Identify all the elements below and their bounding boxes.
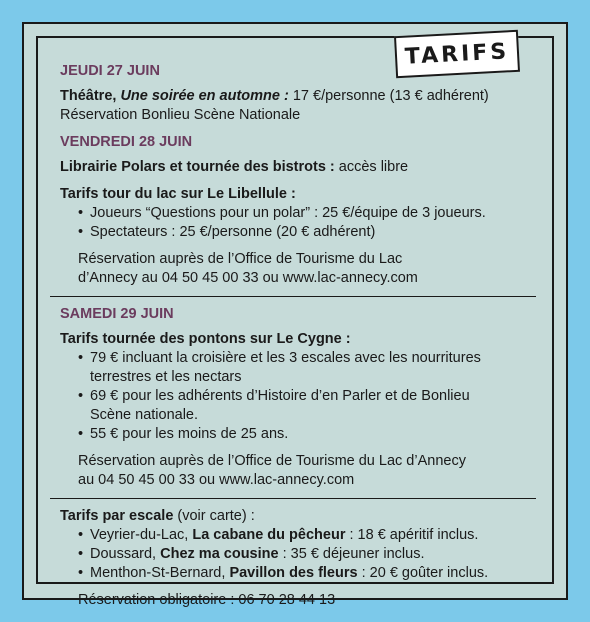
theatre-reservation: Réservation Bonlieu Scène Nationale [60, 107, 301, 123]
theatre-price: 17 €/personne (13 € adhérent) [288, 88, 489, 104]
escale-place: Doussard, [90, 546, 161, 562]
librairie-label: Librairie Polars et tournée des bistrots : [60, 159, 335, 175]
tour-list [60, 204, 540, 242]
divider [50, 296, 536, 297]
librairie-line [60, 158, 540, 177]
day-heading: VENDREDI 28 JUIN [60, 134, 193, 150]
tarifs-badge: TARIFS [394, 30, 520, 78]
escale-list [60, 526, 540, 583]
section-vendredi [60, 133, 540, 288]
day-heading: JEUDI 27 JUIN [60, 63, 160, 79]
list-item-line: 79 € incluant la croisière et les 3 escales avec les nourritures [90, 350, 481, 366]
day-heading: SAMEDI 29 JUIN [60, 306, 174, 322]
section-escale [60, 507, 540, 610]
escale-place: Menthon-St-Bernard, [90, 565, 230, 581]
section-samedi [60, 305, 540, 490]
reservation-line: Réservation auprès de l’Office de Tourisme du Lac [78, 251, 403, 267]
reservation-line: au 04 50 45 00 33 ou www.lac-annecy.com [78, 472, 355, 488]
list-item-line: 55 € pour les moins de 25 ans. [90, 426, 289, 442]
section-jeudi [60, 62, 540, 125]
list-item-line: 69 € pour les adhérents d’Histoire d’en Parler et de Bonlieu [90, 388, 470, 404]
divider [50, 498, 536, 499]
pontons-list [60, 349, 540, 444]
list-item [60, 545, 540, 564]
reservation-line: Réservation auprès de l’Office de Tourisme du Lac d’Annecy [78, 453, 466, 469]
escale-label-line [60, 507, 540, 526]
escale-price: : 18 € apéritif inclus. [345, 527, 479, 543]
list-item [60, 564, 540, 583]
list-item-line: terrestres et les nectars [90, 369, 242, 385]
list-item [60, 526, 540, 545]
list-item: • Joueurs “Questions pour un polar” : 25 €/équipe de 3 joueurs. [60, 204, 540, 223]
escale-venue: Chez ma cousine [160, 546, 279, 562]
escale-price: : 20 € goûter inclus. [357, 565, 489, 581]
list-item-line: Scène nationale. [90, 407, 199, 423]
librairie-value: accès libre [334, 159, 409, 175]
theatre-label: Théâtre, [60, 88, 121, 104]
list-item [60, 387, 540, 425]
escale-place: Veyrier-du-Lac, [90, 527, 193, 543]
reservation-line: d’Annecy au 04 50 45 00 33 ou www.lac-annecy.com [78, 270, 418, 286]
list-item [60, 425, 540, 444]
tarifs-content [60, 62, 540, 610]
reservation-line: Réservation obligatoire : 06 70 28 44 13 [78, 592, 336, 608]
pontons-label: Tarifs tournée des pontons sur Le Cygne : [60, 331, 351, 347]
escale-venue: Pavillon des fleurs [229, 565, 358, 581]
escale-venue: La cabane du pêcheur [192, 527, 346, 543]
list-item [60, 349, 540, 387]
tour-label: Tarifs tour du lac sur Le Libellule : [60, 186, 296, 202]
theatre-line [60, 87, 540, 106]
escale-price: : 35 € déjeuner inclus. [278, 546, 425, 562]
escale-label: Tarifs par escale [60, 508, 174, 524]
escale-note: (voir carte) : [173, 508, 255, 524]
theatre-title: Une soirée en automne : [120, 88, 289, 104]
list-item: • Spectateurs : 25 €/personne (20 € adhérent) [60, 223, 540, 242]
